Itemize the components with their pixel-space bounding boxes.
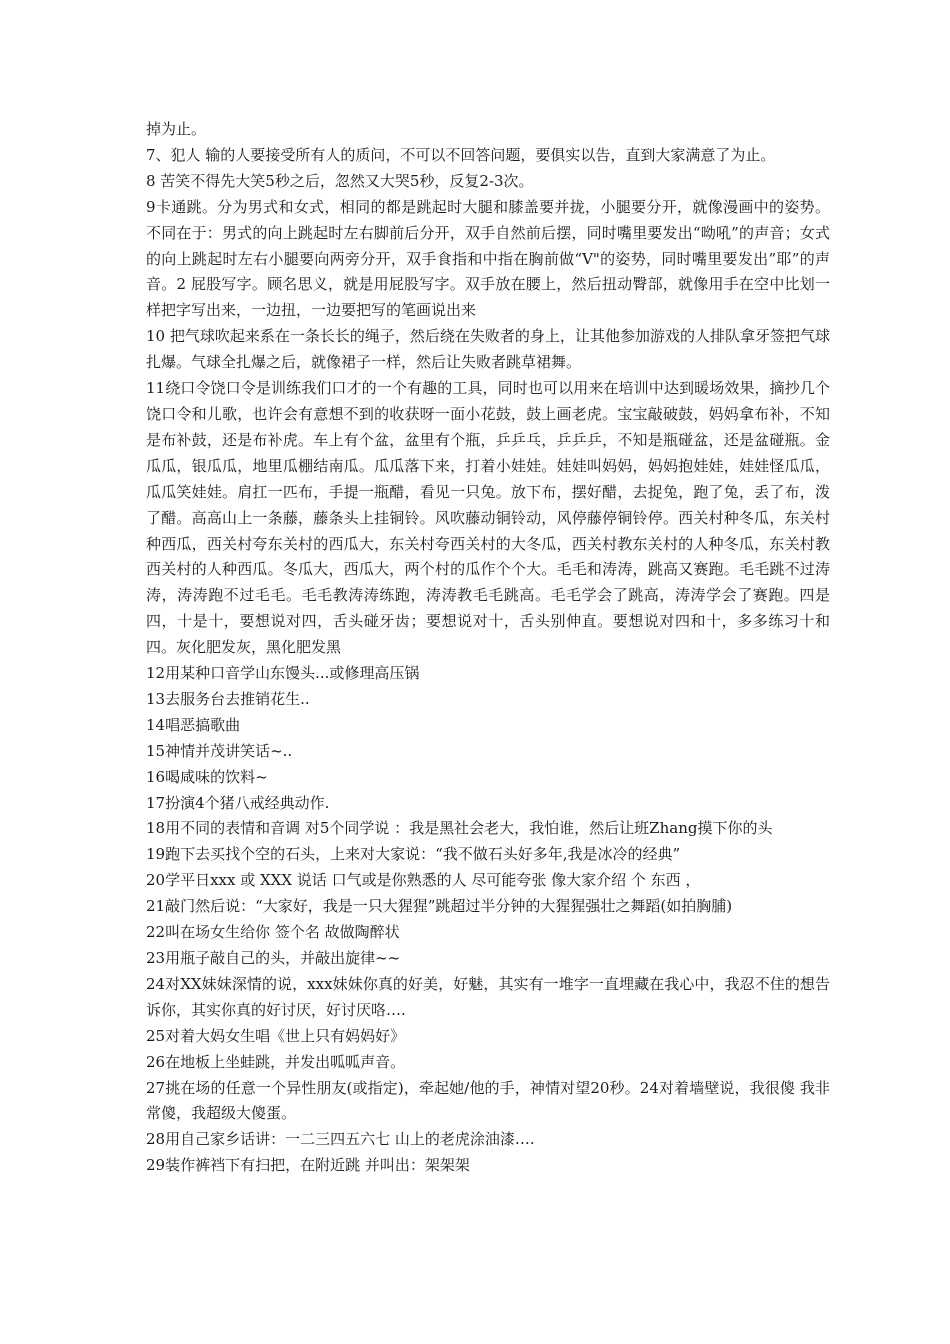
paragraph-16: 21敲门然后说：“大家好，我是一只大猩猩”跳超过半分钟的大猩猩强壮之舞蹈(如拍胸脯) [146, 897, 733, 916]
paragraph-17: 22叫在场女生给你 签个名 故做陶醉状 [146, 923, 400, 942]
paragraph-10: 15神情并茂讲笑话~.. [146, 741, 293, 760]
document-body [146, 117, 830, 1179]
paragraph-21: 26在地板上坐蛙跳，并发出呱呱声音。 [146, 1052, 406, 1071]
paragraph-18: 23用瓶子敲自己的头，并敲出旋律~~ [146, 949, 401, 967]
paragraph-13: 18用不同的表情和音调 对5个同学说 ：我是黑社会老大，我怕谁，然后让班Zhang摸下你的头 [146, 819, 773, 838]
paragraph-19: 24对XX妹妹深情的说，xxx妹妹你真的好美，好魅，其实有一堆字一直埋藏在我心中，我忍不住的想告诉你，其实你真的好讨厌，好讨厌咯…. [146, 974, 830, 1019]
paragraph-7: 12用某种口音学山东馒头...或修理高压锅 [146, 664, 420, 683]
paragraph-12: 17扮演4个猪八戒经典动作. [146, 793, 330, 812]
paragraph-20: 25对着大妈女生唱《世上只有妈妈好》 [146, 1026, 406, 1045]
paragraph-1: 掉为止。 [146, 120, 207, 138]
paragraph-23: 28用自己家乡话讲：一二三四五六七 山上的老虎涂油漆…. [146, 1130, 535, 1149]
paragraph-15: 20学平日xxx 或 XXX 说话 口气或是你熟悉的人 尽可能夸张 像大家介绍 个 东西 ， [146, 871, 701, 890]
paragraph-2: 7、犯人 输的人要接受所有人的质问，不可以不回答问题，要俱实以告，直到大家满意了为止。 [146, 145, 776, 164]
paragraph-22: 27挑在场的任意一个异性朋友(或指定)，牵起她/他的手，神情对望20秒。24对着墙壁说，我很傻 我非常傻，我超级大傻蛋。 [146, 1078, 830, 1123]
paragraph-4: 9卡通跳。分为男式和女式，相同的都是跳起时大腿和膝盖要并拢，小腿要分开，就像漫画中的姿势。不同在于：男式的向上跳起时左右脚前后分开，双手自然前后摆，同时嘴里要发出“呦吼”的声音；女式的向上跳起时左右小腿要向两旁分开，双手食指和中指在胸前做“V"的姿势，同时嘴里要发出”耶”的声音。2 屁股写字。顾名思义，就是用屁股写字。双手放在腰上，然后扭动臀部，就像用手在空中比划一样把字写出来，一边扭，一边要把写的笔画说出来 [146, 197, 830, 320]
paragraph-5: 10 把气球吹起来系在一条长长的绳子，然后绕在失败者的身上，让其他参加游戏的人排队拿牙签把气球扎爆。气球全扎爆之后，就像裙子一样，然后让失败者跳草裙舞。 [146, 327, 830, 372]
paragraph-6: 11绕口令饶口令是训练我们口才的一个有趣的工具，同时也可以用来在培训中达到暖场效果，摘抄几个饶口令和儿歌，也许会有意想不到的收获呀一面小花鼓，鼓上画老虎。宝宝敲破鼓，妈妈拿布补，不知是布补鼓，还是布补虎。车上有个盆，盆里有个瓶，乒乒乓，乒乒乒，不知是瓶碰盆，还是盆碰瓶。金瓜瓜，银瓜瓜，地里瓜棚结南瓜。瓜瓜落下来，打着小娃娃。娃娃叫妈妈，妈妈抱娃娃，娃娃怪瓜瓜，瓜瓜笑娃娃。肩扛一匹布，手提一瓶醋，看见一只兔。放下布，摆好醋，去捉兔，跑了兔，丢了布，泼了醋。高高山上一条藤，藤条头上挂铜铃。风吹藤动铜铃动，风停藤停铜铃停。西关村种冬瓜，东关村种西瓜，西关村夸东关村的西瓜大，东关村夸西关村的大冬瓜，西关村教东关村的人种冬瓜，东关村教西关村的人种西瓜。冬瓜大，西瓜大，两个村的瓜作个个大。毛毛和涛涛，跳高又赛跑。毛毛跳不过涛涛，涛涛跑不过毛毛。毛毛教涛涛练跑，涛涛教毛毛跳高。毛毛学会了跳高，涛涛学会了赛跑。四是四，十是十，要想说对四，舌头碰牙齿；要想说对十，舌头别伸直。要想说对四和十，多多练习十和四。灰化肥发灰，黑化肥发黑 [146, 379, 830, 657]
paragraph-24: 29装作裤裆下有扫把，在附近跳 并叫出：架架架 [146, 1156, 470, 1175]
paragraph-11: 16喝咸味的饮料~ [146, 767, 268, 786]
paragraph-3: 8 苦笑不得先大笑5秒之后，忽然又大哭5秒，反复2-3次。 [146, 171, 534, 190]
paragraph-14: 19跑下去买找个空的石头，上来对大家说：“我不做石头好多年,我是冰冷的经典” [146, 845, 681, 864]
paragraph-8: 13去服务台去推销花生.. [146, 689, 310, 708]
paragraph-9: 14唱恶搞歌曲 [146, 715, 241, 734]
